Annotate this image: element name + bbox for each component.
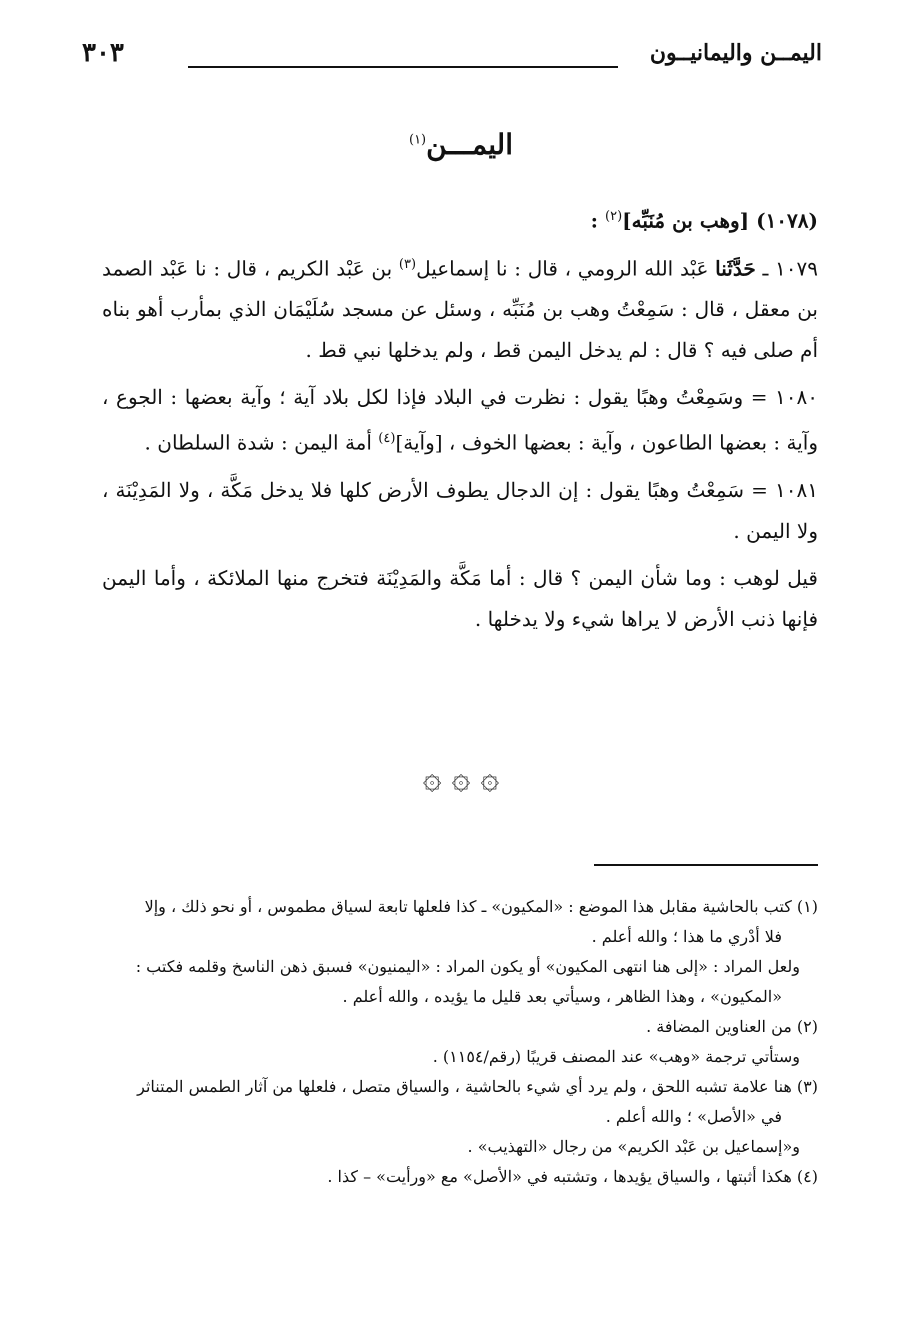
footnote-ref: (٤): [378, 431, 396, 447]
entry-heading: [102, 196, 818, 242]
main-text: [102, 196, 818, 646]
footnote-1-line: فلا أدْري ما هذا ؛ والله أعلم .: [591, 927, 782, 946]
header-rule: [188, 66, 618, 68]
paragraph-text: أمة اليمن : شدة السلطان .: [144, 430, 379, 455]
footnote-1-line: ولعل المراد : «إلى هنا انتهى المكيون» أو يكون المراد : «اليمنيون» فسبق ذهن الناسخ وقلمه فكتب :: [135, 957, 800, 976]
footnote-1-line: (١) كتب بالحاشية مقابل هذا الموضع : «المكيون» ـ كذا فلعلها تابعة لسياق مطموس ، أو نحو ذلك ، وإلا: [144, 897, 818, 916]
section-end-ornament-icon: ۞ ۞ ۞: [422, 758, 500, 796]
section-title-text: اليمـــن: [426, 128, 513, 161]
paragraph-1079: [102, 244, 818, 372]
running-head: اليمــن واليمانيــون: [649, 40, 822, 66]
footnote-2-line: (٢) من العناوين المضافة .: [646, 1017, 818, 1036]
paragraph-text: بن عَبْد الكريم ، قال : نا عَبْد الصمد بن معقل ، قال : سَمِعْتُ وهب بن مُنَبِّه ، وسئل عن مسجد سُلَيْمَان الذي بمأرب أهو بناه أم صلى فيه ؟ قال : لم يدخل اليمن قط ، ولم يدخلها نبي قط .: [102, 256, 818, 363]
paragraph-text: ١٠٨٠ = وسَمِعْتُ وهبًا يقول : نظرت في البلاد فإذا لكل بلاد آية ؛ وآية بعضها : الجوع ، وآية : بعضها الطاعون ، وآية : بعضها الخوف ، [وآية]: [102, 385, 818, 455]
narration-keyword: حَدَّثَنا: [715, 256, 756, 281]
section-title: [0, 128, 922, 161]
footnote-rule: [594, 864, 818, 866]
paragraph-1081: [102, 470, 818, 552]
footnote-4-line: (٤) هكذا أثبتها ، والسياق يؤيدها ، وتشتبه في «الأصل» مع «ورأيت» – كذا .: [327, 1167, 818, 1186]
paragraph-text: قيل لوهب : وما شأن اليمن ؟ قال : أما مَكَّة والمَدِيْنَة فتخرج منها الملائكة ، وأما اليمن فإنها ذنب الأرض لا يراها شيء ولا يدخلها .: [102, 565, 818, 631]
paragraph-number: ١٠٧٩ ـ: [755, 256, 818, 281]
paragraph-text: ١٠٨١ = سَمِعْتُ وهبًا يقول : إن الدجال يطوف الأرض كلها فلا يدخل مَكَّة ، ولا المَدِيْنَة ، ولا اليمن .: [102, 477, 818, 543]
footnote-1-line: «المكيون» ، وهذا الظاهر ، وسيأتي بعد قليل ما يؤيده ، والله أعلم .: [342, 987, 782, 1006]
entry-heading-tail: :: [590, 208, 605, 233]
footnote-3-line: و«إسماعيل بن عَبْد الكريم» من رجال «التهذيب» .: [467, 1137, 800, 1156]
footnote-ref: (١): [408, 132, 427, 148]
footnote-ref: (٣): [398, 256, 417, 272]
footnote-2-line: وستأتي ترجمة «وهب» عند المصنف قريبًا (رقم/١١٥٤) .: [432, 1047, 800, 1066]
paragraph-text: عَبْد الله الرومي ، قال : نا إسماعيل: [416, 256, 716, 281]
page-number: ٣٠٣: [82, 38, 124, 68]
paragraph-wahb-question: [102, 558, 818, 640]
footnote-ref: (٢): [605, 209, 623, 224]
footnote-3-line: في «الأصل» ؛ والله أعلم .: [605, 1107, 782, 1126]
paragraph-1080: [102, 377, 818, 464]
footnotes: [88, 892, 818, 1192]
footnote-3-line: (٣) هنا علامة تشبه اللحق ، ولم يرد أي شيء بالحاشية ، والسياق متصل ، فلعلها من آثار الطمس المتناثر: [137, 1077, 818, 1096]
entry-heading-text: (١٠٧٨) [وهب بن مُنَبِّه]: [622, 208, 818, 233]
